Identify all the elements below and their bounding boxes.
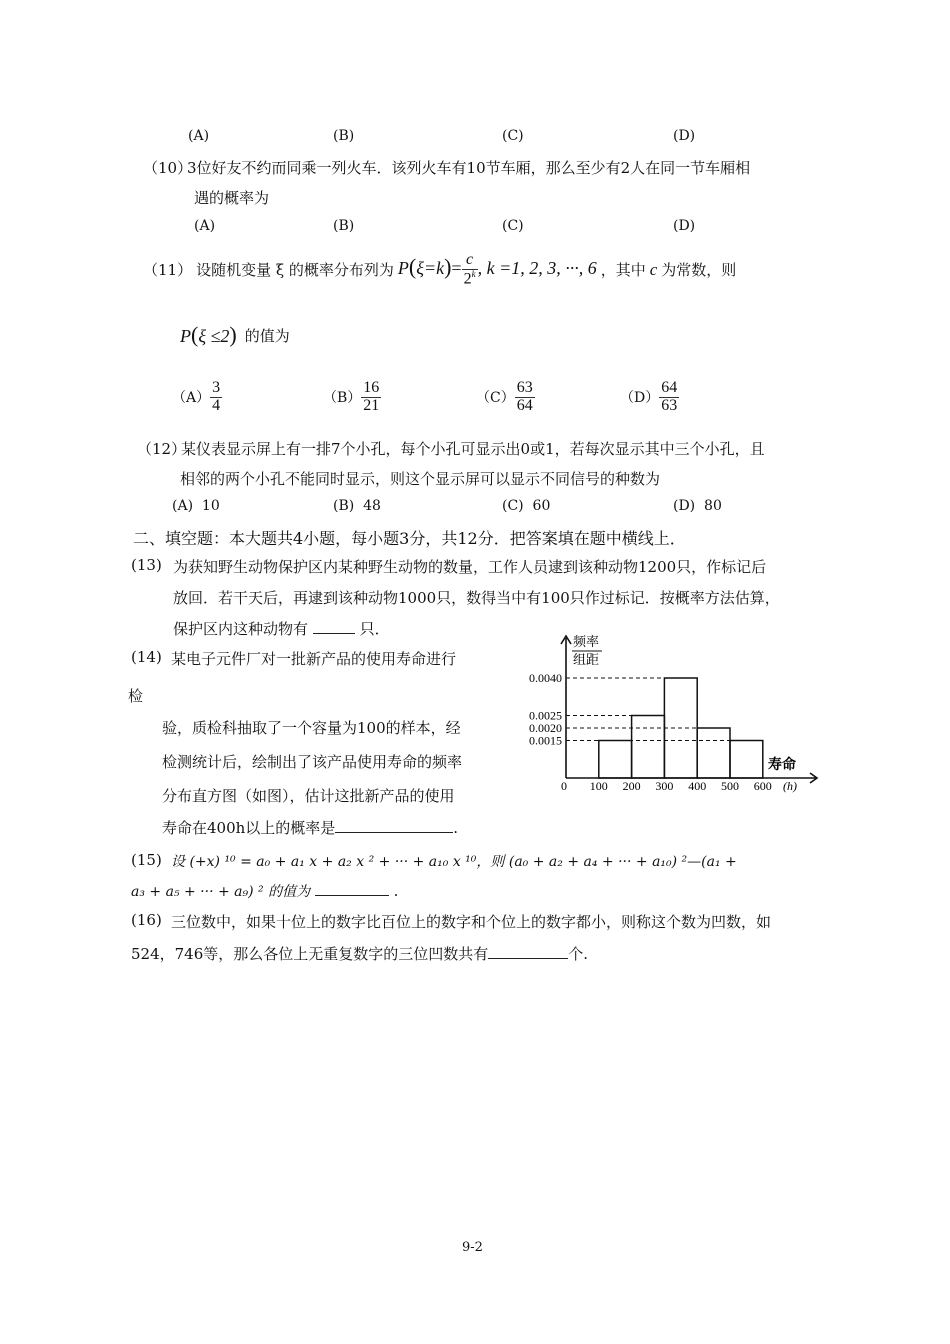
q14-line1: 某电子元件厂对一批新产品的使用寿命进行 xyxy=(171,650,457,668)
q15-line2a: a₃ + a₅ + ··· + a₉) ² 的值为 xyxy=(131,884,311,900)
q11-formula-p: P xyxy=(397,258,409,279)
q10-line1: 3位好友不约而同乘一列火车．该列火车有10节车厢，那么至少有2人在同一节车厢相 xyxy=(187,159,751,177)
q11-c: c xyxy=(649,259,658,279)
q14-answer-blank[interactable] xyxy=(335,831,453,833)
q13-number: (13) xyxy=(131,556,162,574)
q11-option-a-den: 4 xyxy=(212,396,221,414)
q12-option-b: (B) 48 xyxy=(333,498,381,514)
q14-line3: 检测统计后，绘制出了该产品使用寿命的频率 xyxy=(162,753,463,771)
q11-formula-xi: ξ xyxy=(416,258,424,279)
q11-p2-formula: P(ξ ≤2) xyxy=(180,322,237,347)
q12-option-a: (A) 10 xyxy=(172,498,220,514)
page-number: 9-2 xyxy=(462,1240,483,1255)
q13-answer-blank[interactable] xyxy=(313,632,355,634)
q10-option-b: (B) xyxy=(333,218,355,234)
q11-option-d-label: （D） xyxy=(620,390,660,407)
q16-line1: 三位数中，如果十位上的数字比百位上的数字和个位上的数字都小，则称这个数为凹数，如 xyxy=(171,913,772,931)
y-axis-label-bottom: 组距 xyxy=(572,653,600,668)
q11-option-c-label: （C） xyxy=(476,390,515,407)
q11-option-d-num: 64 xyxy=(661,379,678,396)
x-tick-label-2: 300 xyxy=(655,779,674,793)
q14-line5 xyxy=(162,817,458,838)
q11-formula: P(ξ=k)= $\frac{c}{2^k}$ , k =1, 2, 3, ···, 6 xyxy=(397,251,597,288)
q16-line2b: 个. xyxy=(568,945,589,963)
x-tick-label-4: 500 xyxy=(721,779,739,793)
q11-line2 xyxy=(180,322,290,348)
q9-option-b: (B) xyxy=(333,128,355,144)
q11-option-d-fraction xyxy=(659,380,679,415)
q14-line2: 验，质检科抽取了一个容量为100的样本，经 xyxy=(162,719,461,737)
q15-line2b: . xyxy=(393,882,399,900)
q11-option-c-fraction xyxy=(515,380,535,415)
x-tick-label-0: 100 xyxy=(589,779,608,793)
y-tick-label-0: 0.0040 xyxy=(529,671,562,685)
q14-line4: 分布直方图（如图），估计这批新产品的使用 xyxy=(162,787,455,805)
q13-line3a: 保护区内这种动物有 xyxy=(173,620,309,638)
q11-p2-tail: 的值为 xyxy=(244,326,290,345)
q11-tail: ，其中 xyxy=(600,261,646,280)
q11-p2: P xyxy=(180,326,191,346)
q11-option-a xyxy=(172,380,222,415)
q11-option-b-fraction xyxy=(361,380,381,415)
histogram-bar-4 xyxy=(730,741,763,779)
y-axis-label-top: 频率 xyxy=(572,635,600,650)
q15-line2 xyxy=(131,881,398,901)
q10-line2: 遇的概率为 xyxy=(194,189,270,207)
q14-line1b: 检 xyxy=(128,687,144,705)
q11-option-b-label: （B） xyxy=(323,390,362,407)
q10-option-c: (C) xyxy=(502,218,524,234)
q11-option-a-label: （A） xyxy=(172,390,211,407)
q13-line3 xyxy=(173,618,390,639)
q12-line1: 某仪表显示屏上有一排7个小孔，每个小孔可显示出0或1，若每次显示其中三个小孔，且 xyxy=(181,440,765,458)
x-tick-label-5: 600 xyxy=(753,779,772,793)
q13-line2: 放回．若干天后，再逮到该种动物1000只，数得当中有100只作过标记．按概率方法估算， xyxy=(173,589,780,607)
histogram-bar-1 xyxy=(632,716,665,779)
histogram-bar-0 xyxy=(599,741,632,779)
q11-lead: 设随机变量 ξ 的概率分布列为 xyxy=(196,261,394,280)
q11-option-b xyxy=(323,380,381,415)
q11-option-c-den: 64 xyxy=(516,396,533,414)
x-tick-label-3: 400 xyxy=(688,779,707,793)
histogram-bar-3 xyxy=(697,728,730,778)
q16-line2a: 524，746等，那么各位上无重复数字的三位凹数共有 xyxy=(131,945,489,963)
section-2-title: 二、填空题：本大题共4小题，每小题3分，共12分．把答案填在题中横线上． xyxy=(133,529,686,548)
q11-option-a-fraction xyxy=(210,380,222,415)
q11-option-b-num: 16 xyxy=(363,379,380,396)
q12-option-d: (D) 80 xyxy=(673,498,722,514)
q11-line1 xyxy=(143,252,736,288)
q11-option-b-den: 21 xyxy=(363,396,380,414)
q14-number: (14) xyxy=(131,648,162,666)
q15-answer-blank[interactable] xyxy=(315,894,389,896)
lifetime-histogram xyxy=(520,628,820,800)
q9-option-d: (D) xyxy=(673,128,696,144)
q16-answer-blank[interactable] xyxy=(488,957,568,959)
y-tick-label-1: 0.0025 xyxy=(529,708,562,723)
q13-line3b: 只． xyxy=(359,620,390,638)
q9-option-c: (C) xyxy=(502,128,524,144)
q12-option-c: (C) 60 xyxy=(502,498,551,514)
q14-line5-end: . xyxy=(453,819,459,837)
y-tick-label-2: 0.0020 xyxy=(529,721,562,735)
q10-option-d: (D) xyxy=(673,218,696,234)
q11-formula-den: 2 xyxy=(463,270,472,288)
q15-number: (15) xyxy=(131,851,162,869)
q12-number: （12） xyxy=(137,440,187,458)
origin-label: 0 xyxy=(561,779,567,793)
q13-line1: 为获知野生动物保护区内某种野生动物的数量，工作人员逮到该种动物1200只，作标记后 xyxy=(173,558,767,576)
q11-formula-fraction xyxy=(462,252,478,288)
y-tick-label-3: 0.0015 xyxy=(529,733,562,748)
q11-formula-tail: , k =1, 2, 3, ···, 6 xyxy=(477,258,597,279)
q11-option-a-num: 3 xyxy=(212,379,221,396)
q11-p2-arg: ξ ≤2 xyxy=(198,326,230,346)
q11-option-c xyxy=(476,380,535,415)
q10-option-a: (A) xyxy=(194,218,216,234)
x-axis-unit: (h) xyxy=(783,779,797,793)
q11-formula-den-exp: k xyxy=(471,268,476,279)
q14-line5-text: 寿命在400h以上的概率是 xyxy=(162,819,336,837)
q10-number: （10） xyxy=(143,159,193,177)
x-axis-label: 寿命 xyxy=(768,757,796,773)
q11-option-d xyxy=(620,380,679,415)
q9-option-a: (A) xyxy=(188,128,210,144)
q11-number: （11） xyxy=(143,261,193,280)
q11-option-d-den: 63 xyxy=(661,396,678,414)
q11-option-c-num: 63 xyxy=(516,379,533,396)
q15-line1: 设 (+x) ¹⁰ = a₀ + a₁ x + a₂ x ² + ··· + a₁₀ x ¹⁰，则 (a₀ + a₂ + a₄ + ··· + a₁₀) ²—(a₁ + xyxy=(171,854,737,870)
q12-line2: 相邻的两个小孔不能同时显示，则这个显示屏可以显示不同信号的种数为 xyxy=(180,470,661,488)
q16-number: (16) xyxy=(131,911,162,929)
q11-tail2: 为常数，则 xyxy=(661,261,737,280)
q11-formula-num: c xyxy=(462,252,478,270)
q11-formula-eq: =k xyxy=(423,258,445,279)
q16-line2 xyxy=(131,943,588,964)
x-tick-label-1: 200 xyxy=(622,779,641,793)
